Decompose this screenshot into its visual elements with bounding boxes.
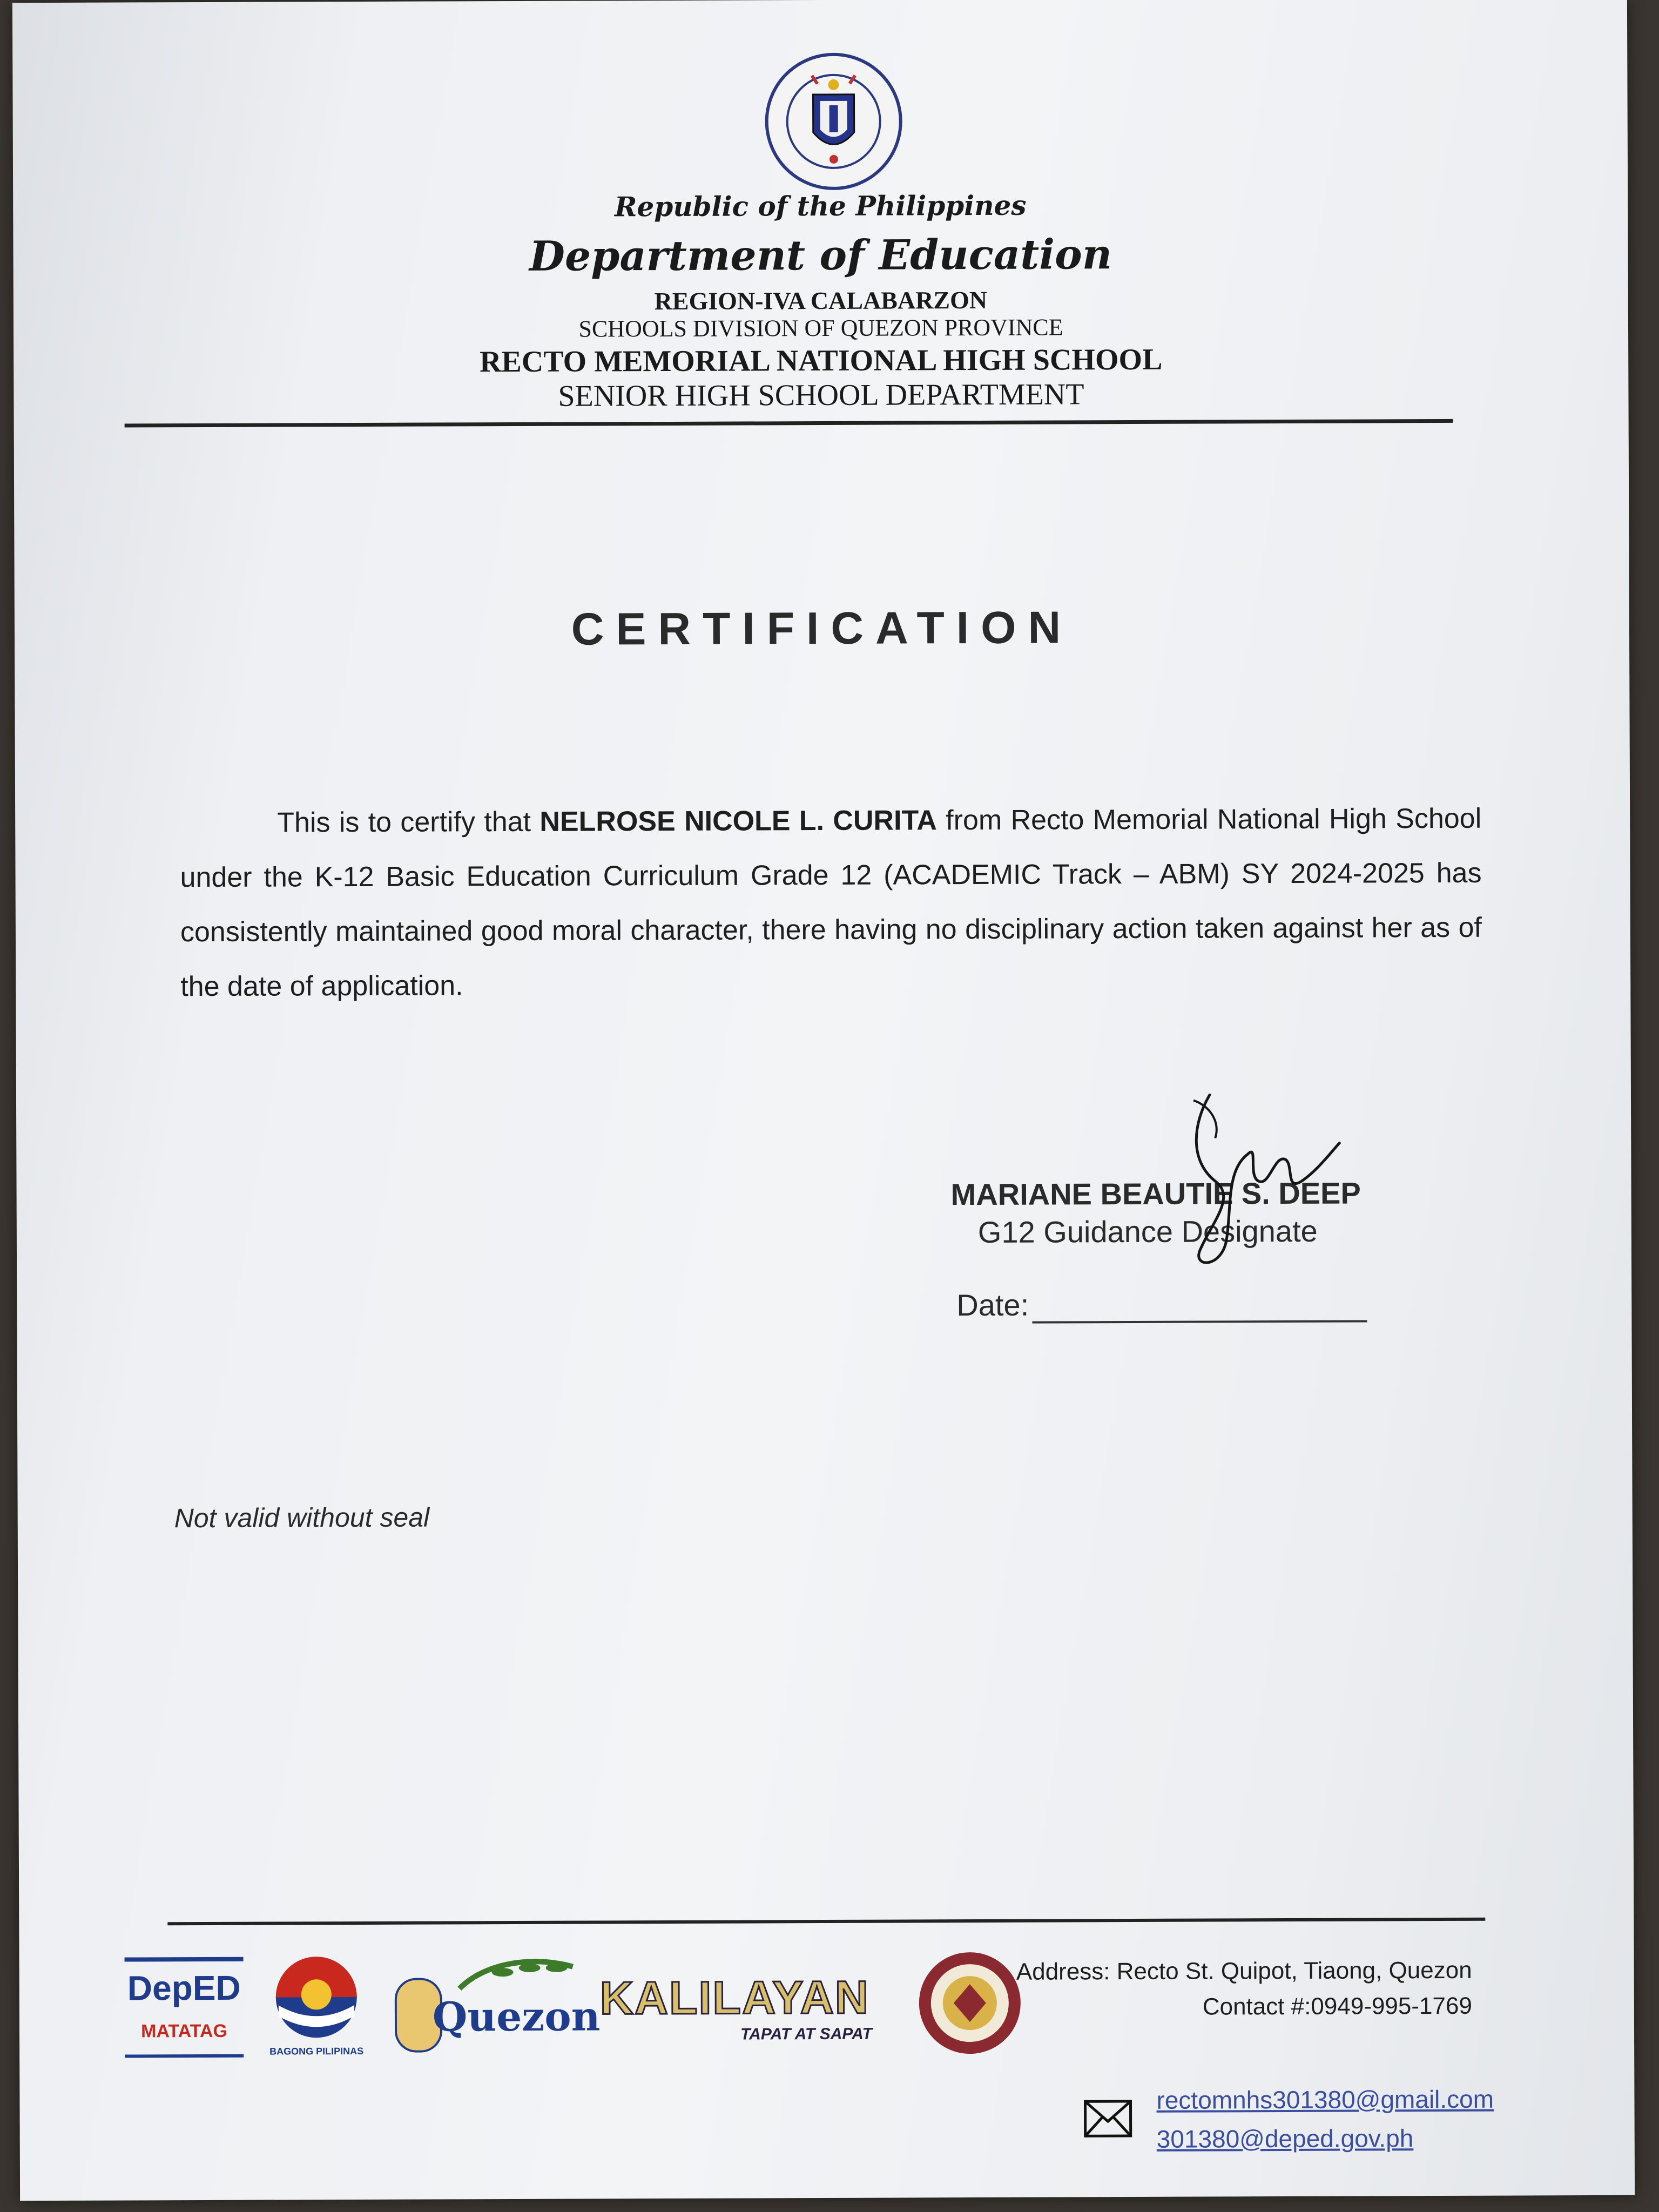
date-blank-line: [1032, 1320, 1367, 1323]
email-link-deped[interactable]: 301380@deped.gov.ph: [1156, 2124, 1414, 2153]
signatory-name: MARIANE BEAUTIE S. DEEP: [950, 1176, 1361, 1212]
certificate-title: CERTIFICATION: [571, 602, 1073, 655]
address-value: Recto St. Quipot, Tiaong, Quezon: [1110, 1957, 1472, 1985]
deped-seal-logo: [763, 51, 904, 192]
handwritten-signature: [1177, 1089, 1356, 1273]
student-name: NELROSE NICOLE L. CURITA: [539, 805, 938, 838]
deped-quezon-logo: Quezon: [395, 1956, 579, 2059]
school-heading: RECTO MEMORIAL NATIONAL HIGH SCHOOL: [479, 342, 1163, 379]
footer-logos: [125, 1949, 1011, 2071]
address-label: Address:: [1016, 1958, 1110, 1985]
signatory-position: G12 Guidance Designate: [977, 1213, 1318, 1250]
deped-matatag-logo: DepED MATATAG: [125, 1957, 244, 2066]
contact-number: Contact #:0949-995-1769: [1202, 1992, 1472, 2020]
email-list: [1156, 2080, 1494, 2159]
footer-divider: [167, 1918, 1485, 1926]
division-heading: SCHOOLS DIVISION OF QUEZON PROVINCE: [578, 314, 1063, 342]
date-label: Date:: [956, 1287, 1029, 1323]
body-intro: This is to certify that: [277, 806, 540, 839]
department-subheading: SENIOR HIGH SCHOOL DEPARTMENT: [558, 377, 1084, 413]
email-link-gmail[interactable]: rectomnhs301380@gmail.com: [1156, 2085, 1494, 2114]
republic-heading: Republic of the Philippines: [614, 189, 1027, 223]
header-divider: [125, 419, 1453, 428]
school-seal-logo: [915, 1949, 1024, 2058]
validity-note: Not valid without seal: [174, 1502, 430, 1534]
school-contact-info: [1016, 1953, 1472, 2026]
certificate-paper: [12, 0, 1635, 2201]
envelope-icon: [1083, 2100, 1132, 2137]
department-heading: Department of Education: [529, 230, 1112, 280]
body-rest: from Recto Memorial National High School under the K-12 Basic Education Curriculum Grade 12 (ACADEMIC Track – ABM) SY 2024-2025 has consistently maintained good moral character, there having no disciplinary action taken against her as of the date of application.: [180, 802, 1482, 1003]
bagong-pilipinas-logo: BAGONG PILIPINAS: [265, 1951, 368, 2065]
certificate-body: [180, 792, 1482, 1014]
region-heading: REGION-IVA CALABARZON: [654, 286, 988, 315]
kalilayan-logo: KALILAYAN TAPAT AT SAPAT: [599, 1971, 872, 2044]
